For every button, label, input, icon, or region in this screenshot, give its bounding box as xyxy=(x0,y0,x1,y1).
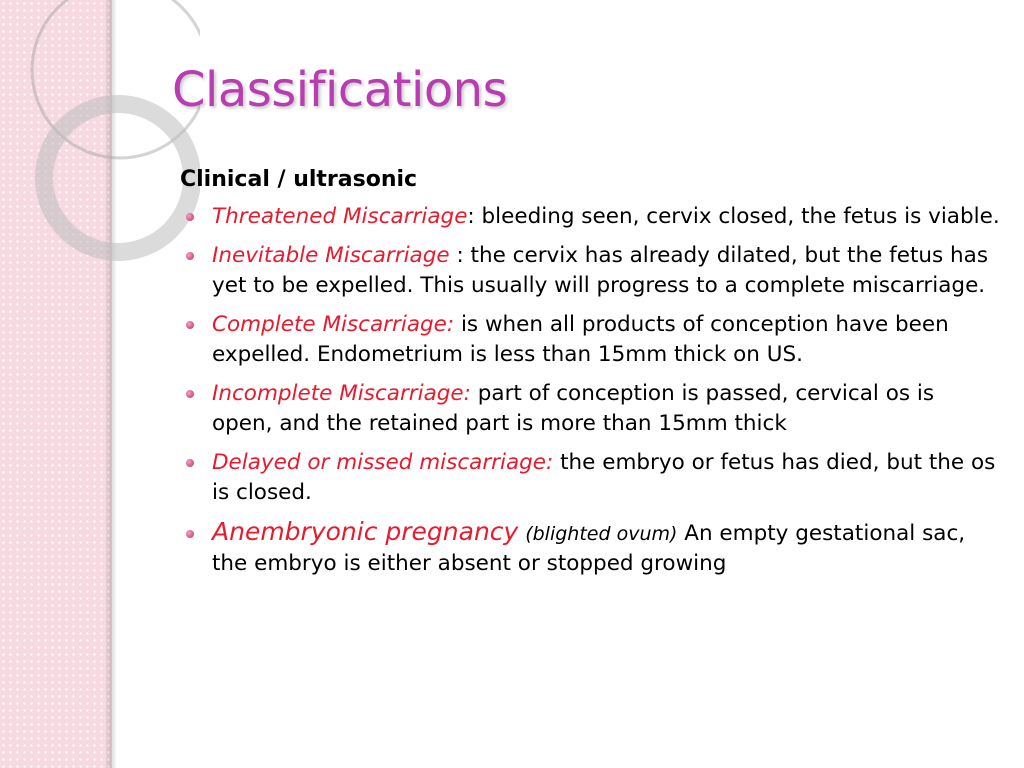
bullet-item-delayed xyxy=(180,448,1000,508)
bullet-item-anembryonic xyxy=(180,517,1000,579)
decorative-ring xyxy=(44,104,192,252)
bullet-text: bleeding seen, cervix closed, the fetus is viable. xyxy=(474,204,1000,229)
bullet-icon xyxy=(186,213,194,221)
subheading: Clinical / ultrasonic xyxy=(180,167,418,192)
bullet-item-complete xyxy=(180,310,1000,370)
bullet-text: the embryo or fetus has died, but the os is closed. xyxy=(212,450,996,505)
slide-title: Classifications xyxy=(172,62,508,118)
bullet-item-incomplete xyxy=(180,379,1000,439)
bullet-separator: : xyxy=(467,204,475,229)
bullet-icon xyxy=(186,321,194,329)
bullet-icon xyxy=(186,390,194,398)
bullet-text: part of conception is passed, cervical os is open, and the retained part is more than 15mm thick xyxy=(212,381,935,436)
bullet-item-threatened xyxy=(180,202,1000,232)
decorative-circles xyxy=(0,0,200,300)
bullet-parenthetical: (blighted ovum) xyxy=(525,523,678,545)
bullet-icon xyxy=(186,459,194,467)
bullet-term: Threatened Miscarriage xyxy=(212,204,468,229)
bullet-term: Inevitable Miscarriage xyxy=(212,243,450,268)
bullet-term: Incomplete Miscarriage: xyxy=(212,381,471,406)
bullet-icon xyxy=(186,530,194,538)
bullet-list xyxy=(180,202,1000,579)
slide-content xyxy=(180,166,1000,588)
bullet-text: An empty gestational sac, the embryo is either absent or stopped growing xyxy=(212,521,966,576)
bullet-term: Delayed or missed miscarriage: xyxy=(212,450,554,475)
bullet-text: the cervix has already dilated, but the fetus has yet to be expelled. This usually will progress to a complete miscarriage. xyxy=(212,243,989,298)
bullet-term: Complete Miscarriage: xyxy=(212,312,455,337)
bullet-term: Anembryonic pregnancy xyxy=(212,517,519,546)
bullet-item-inevitable xyxy=(180,241,1000,301)
bullet-text: is when all products of conception have been expelled. Endometrium is less than 15mm thick on US. xyxy=(212,312,949,367)
bullet-separator: : xyxy=(449,243,464,268)
bullet-icon xyxy=(186,252,194,260)
